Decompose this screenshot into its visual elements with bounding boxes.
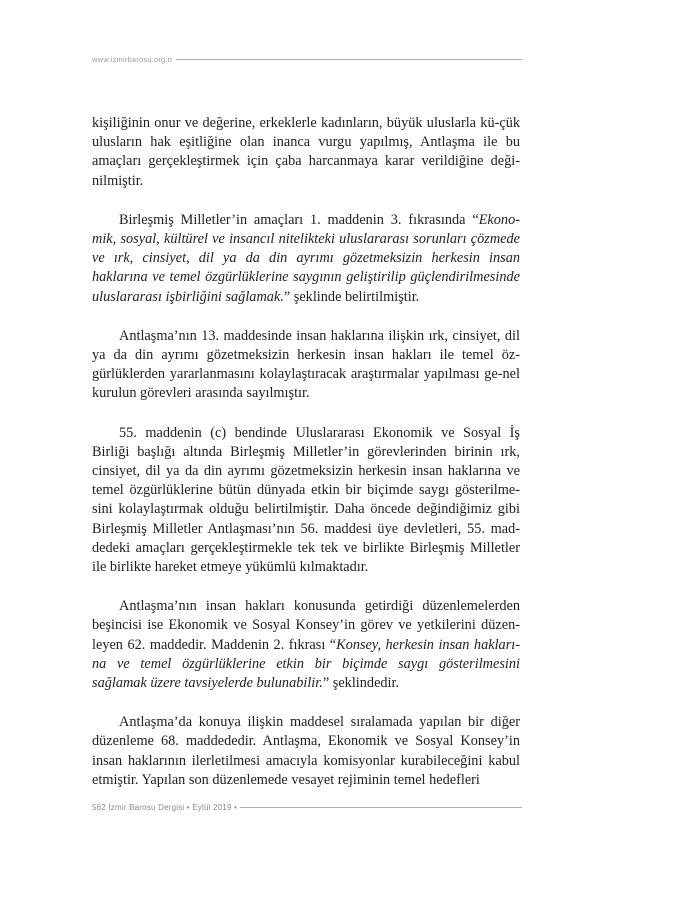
header-rule — [176, 59, 522, 60]
paragraph — [92, 713, 520, 790]
paragraph — [92, 424, 520, 578]
paragraph-text: 55. maddenin (c) bendinde Uluslararası Ekonomik ve Sosyal İş Birliği başlığı altında Birleşmiş Milletler’in görevlerinden birinin ırk, cinsiyet, dil ya da din ayrımı gözetmeksizin herkesin insan haklarına ve temel özgürlüklerine bütün dünyada etkin bir biçimde saygı gösterilme-sini kolaylaştırmak olduğu belirtilmiştir. Daha öncede değindiğimiz gibi Birleşmiş Milletler Antlaşması’nın 56. maddesi üye devletleri, 55. mad-dedeki amaçları gerçekleştirmekle tek tek ve birlikte Birleşmiş Milletler ile birlikte hareket etmeye yükümlü kılmaktadır. — [92, 424, 520, 576]
article-body — [92, 114, 520, 810]
paragraph-text: Antlaşma’nın 13. maddesinde insan haklarına ilişkin ırk, cinsiyet, dil ya da din ayrımı gözetmeksizin herkesin insan hakları ile temel öz-gürlüklerden yararlanmasını kolaylaştıracak araştırmalar yapılması ge-nel kurulun görevleri arasında sayılmıştır. — [92, 327, 520, 402]
footer-rule — [240, 807, 522, 808]
paragraph — [92, 211, 520, 307]
paragraph-text: ” şeklindedir. — [322, 675, 400, 692]
paragraph-text: Antlaşma’da konuya ilişkin maddesel sıralamada yapılan bir diğer düzenleme 68. maddededir. Antlaşma, Ekonomik ve Sosyal Konsey’in insan haklarının ilerletilmesi amacıyla komisyonlar kurabileceğini kabul etmiştir. Yapılan son düzenlemede vesayet rejiminin temel hedefleri — [92, 714, 520, 788]
footer-page-info: 562 İzmir Barosu Dergisi • Eylül 2019 • — [92, 802, 238, 812]
paragraph — [92, 114, 520, 191]
paragraph — [92, 597, 520, 693]
paragraph-text: Birleşmiş Milletler’in amaçları 1. maddenin 3. fıkrasında “ — [119, 211, 479, 228]
page-header — [92, 52, 522, 66]
header-url: www.izmirbarosu.org.tr — [92, 54, 173, 64]
paragraph-text: ” şeklinde belirtilmiştir. — [283, 288, 420, 305]
paragraph-text: Antlaşma’nın insan hakları konusunda getirdiği düzenlemelerden beşincisi ise Ekonomik ve Sosyal Konsey’in görev ve yetkilerini düzen-leyen 62. maddedir. Maddenin 2. fıkrası “ — [92, 598, 520, 653]
quoted-article-text: Konsey, herkesin insan hakları-na ve temel özgürlüklerine etkin bir biçimde saygı gösterilmesini sağlamak üzere tavsiyelerde bulunabilir. — [92, 636, 520, 692]
paragraph — [92, 327, 520, 404]
paragraph-text: kişiliğinin onur ve değerine, erkeklerle kadınların, büyük uluslarla kü-çük ulusların hak eşitliğine olan inanca vurgu yapılmış, Antlaşma ile bu amaçları gerçekleştirmek için çaba harcanmaya karar verildiğine deği-nilmiştir. — [92, 115, 520, 189]
quoted-article-text: Ekono-mik, sosyal, kültürel ve insancıl nitelikteki uluslararası sorunları çözmede ve ırk, cinsiyet, dil ya da din ayrımı gözetmeksizin herkesin insan haklarına ve temel özgürlüklerine saygının geliştirilip güçlendirilmesinde uluslararası işbirliğini sağlamak. — [92, 211, 520, 305]
page-footer — [92, 800, 522, 814]
